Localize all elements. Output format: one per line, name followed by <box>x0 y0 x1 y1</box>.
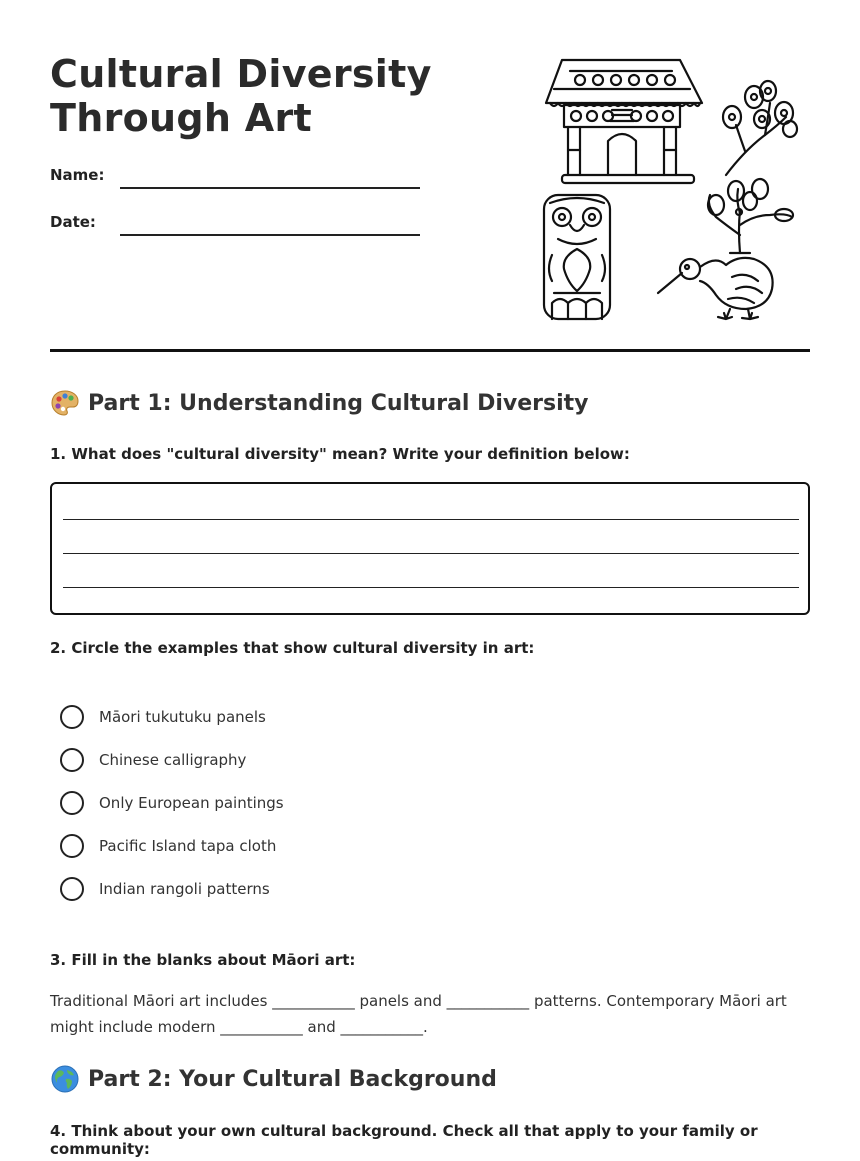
tiki-carving-icon <box>544 195 610 319</box>
circle-option[interactable] <box>60 834 84 858</box>
option-tapa-cloth[interactable] <box>60 833 276 859</box>
question-1: 1. What does "cultural diversity" mean? Write your definition below: <box>50 445 630 463</box>
question-4: 4. Think about your own cultural background. Check all that apply to your family or community: <box>50 1122 758 1158</box>
circle-option[interactable] <box>60 877 84 901</box>
kowhai-flower-icon <box>723 81 797 175</box>
maori-art-illustration <box>540 55 800 323</box>
part1-heading-text: Part 1: Understanding Cultural Diversity <box>88 390 589 416</box>
part2-heading-text: Part 2: Your Cultural Background <box>88 1066 497 1092</box>
option-label: Indian rangoli patterns <box>99 880 270 898</box>
title-line-2: Through Art <box>50 96 312 140</box>
header-divider <box>50 349 810 352</box>
title-line-1: Cultural Diversity <box>50 52 432 96</box>
definition-answer-box[interactable] <box>50 482 810 615</box>
wharenui-icon <box>546 60 702 183</box>
option-label: Pacific Island tapa cloth <box>99 837 277 855</box>
name-label: Name: <box>50 166 105 184</box>
circle-option[interactable] <box>60 791 84 815</box>
option-label: Only European paintings <box>99 794 284 812</box>
date-field[interactable] <box>120 234 420 236</box>
fern-plant-icon <box>708 179 793 253</box>
name-field[interactable] <box>120 187 420 189</box>
part1-heading <box>50 388 589 418</box>
option-label: Chinese calligraphy <box>99 751 247 769</box>
answer-line <box>63 519 799 520</box>
part2-heading <box>50 1064 497 1094</box>
date-label: Date: <box>50 213 96 231</box>
worksheet-title <box>50 52 432 140</box>
option-label: Māori tukutuku panels <box>99 708 266 726</box>
kiwi-bird-icon <box>658 258 773 319</box>
option-european-paintings[interactable] <box>60 790 284 816</box>
answer-line <box>63 553 799 554</box>
palette-icon <box>50 388 80 418</box>
question-3: 3. Fill in the blanks about Māori art: <box>50 951 356 969</box>
answer-line <box>63 587 799 588</box>
circle-option[interactable] <box>60 748 84 772</box>
question-2: 2. Circle the examples that show cultural diversity in art: <box>50 639 535 657</box>
option-maori-tukutuku[interactable] <box>60 704 266 730</box>
option-chinese-calligraphy[interactable] <box>60 747 246 773</box>
globe-icon <box>50 1064 80 1094</box>
fill-in-blanks-text[interactable]: Traditional Māori art includes ___________ panels and ___________ patterns. Contemporary Māori art might include modern ___________ and ___________. <box>50 992 787 1036</box>
circle-option[interactable] <box>60 705 84 729</box>
option-rangoli[interactable] <box>60 876 270 902</box>
